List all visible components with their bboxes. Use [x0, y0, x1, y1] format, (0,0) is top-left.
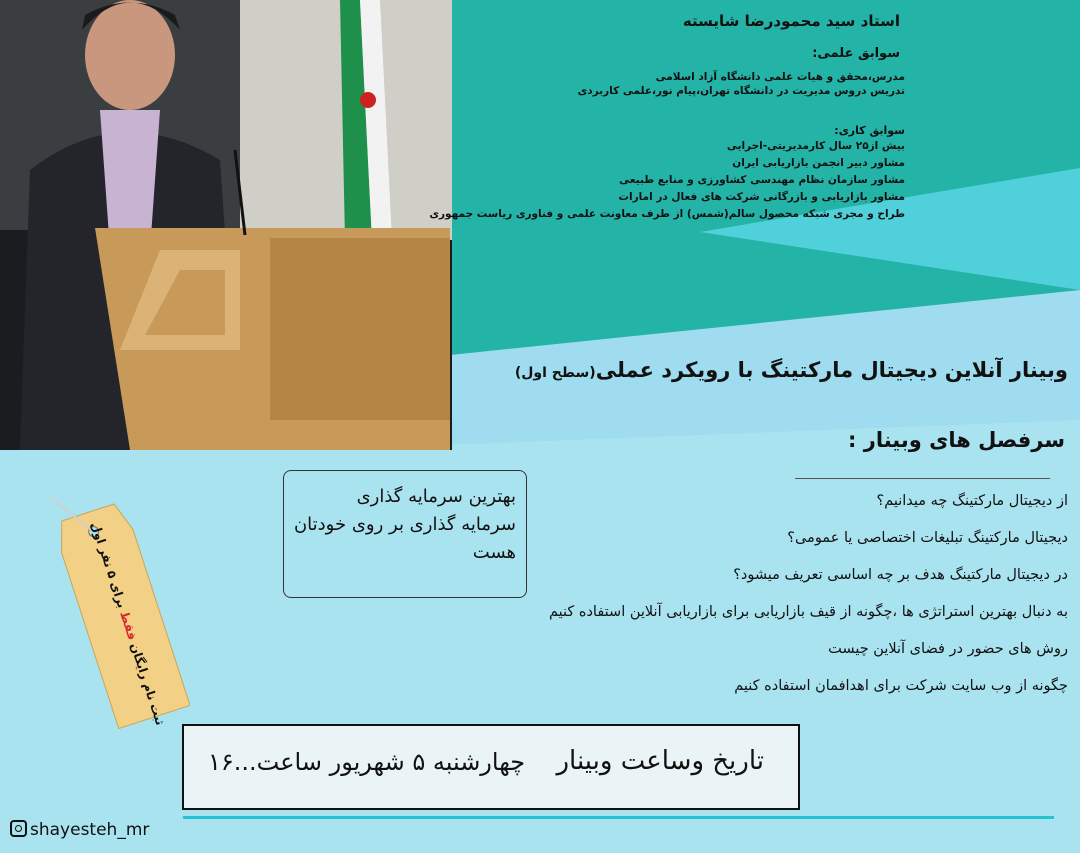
- topic-item: از دیجیتال مارکتینگ چه میدانیم؟: [876, 493, 1068, 509]
- topic-item: چگونه از وب سایت شرکت برای اهدافمان استفاده کنیم: [734, 678, 1068, 694]
- topic-item: دیجیتال مارکتینگ تبلیغات اختصاصی یا عمومی؟: [787, 530, 1068, 546]
- free-registration-tag: [50, 467, 190, 739]
- footer-divider: [183, 816, 1054, 819]
- scientific-line: تدریس دروس مدیریت در دانشگاه تهران،پیام نور،علمی کاربردی: [577, 85, 905, 97]
- investment-quote-box: [283, 470, 527, 598]
- work-background-list: [380, 138, 905, 223]
- topic-item: روش های حضور در فضای آنلاین چیست: [828, 641, 1068, 657]
- tag-text: ثبت نام رایگان فقط برای ۵ نفر اول: [88, 520, 168, 727]
- scientific-line: مدرس،محقق و هیات علمی دانشگاه آزاد اسلامی: [655, 71, 905, 83]
- investment-line: هست: [472, 542, 516, 563]
- investment-line: بهترین سرمایه گذاری: [356, 486, 516, 507]
- webinar-title-text: وبینار آنلاین دیجیتال مارکتینگ با رویکرد عملی: [595, 358, 1068, 382]
- topics-heading: سرفصل های وبینار :: [848, 428, 1065, 452]
- work-line: بیش از۲۵ سال کارمدیریتی-اجرایی: [726, 140, 905, 152]
- instagram-handle[interactable]: [10, 820, 149, 840]
- work-line: مشاور بازاریابی و بازرگانی شرکت های فعال در امارات: [618, 191, 905, 203]
- work-background-title: سوابق کاری:: [834, 124, 905, 137]
- topic-item: در دیجیتال مارکتینگ هدف بر چه اساسی تعریف میشود؟: [733, 567, 1068, 583]
- scientific-background-list: [480, 70, 905, 98]
- speaker-photo: [0, 0, 452, 450]
- instagram-icon: [10, 820, 27, 837]
- work-line: مشاور سازمان نظام مهندسی کشاورزی و منابع طبیعی: [619, 174, 905, 186]
- date-value: چهارشنبه ۵ شهریور ساعت...۱۶: [208, 748, 526, 776]
- investment-line: سرمایه گذاری بر روی خودتان: [293, 514, 516, 535]
- topics-list: [520, 488, 1068, 710]
- tag-highlight: فقط: [117, 609, 140, 642]
- webinar-level: (سطح اول): [514, 365, 596, 381]
- topic-item: به دنبال بهترین استراتژی ها ،چگونه از قیف بازاریابی برای بازاریابی آنلاین استفاده کنیم: [548, 604, 1068, 620]
- speaker-name: استاد سید محمودرضا شایسته: [682, 12, 900, 30]
- date-time-box: [182, 724, 800, 810]
- scientific-background-title: سوابق علمی:: [812, 46, 900, 61]
- date-label: تاریخ وساعت وبینار: [556, 746, 764, 776]
- instagram-handle-text: shayesteh_mr: [30, 820, 150, 840]
- work-line: مشاور دبیر انجمن بازاریابی ایران: [732, 157, 905, 169]
- topics-divider: [795, 478, 1050, 479]
- work-line: طراح و مجری شبکه محصول سالم(شمس) از طرف معاونت علمی و فناوری ریاست جمهوری: [429, 208, 905, 220]
- webinar-title: [514, 358, 1068, 382]
